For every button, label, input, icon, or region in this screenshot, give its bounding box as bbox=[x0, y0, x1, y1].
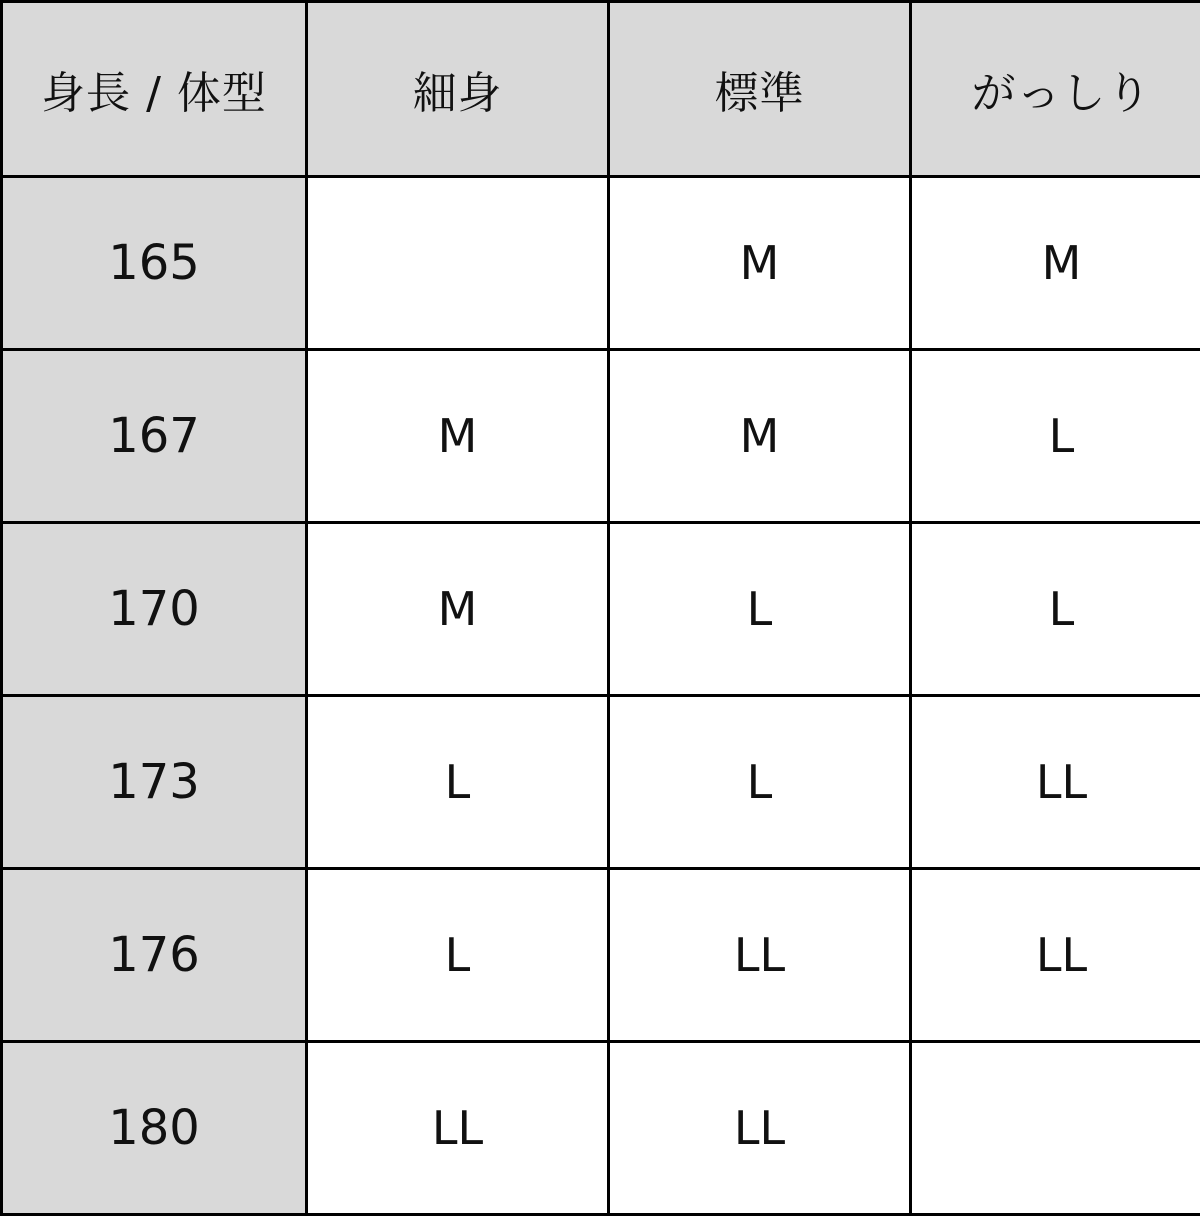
cell-size: L bbox=[609, 696, 911, 869]
cell-size: L bbox=[307, 869, 609, 1042]
cell-size: L bbox=[911, 523, 1200, 696]
cell-size: M bbox=[609, 177, 911, 350]
row-header-height: 173 bbox=[2, 696, 307, 869]
row-header-height: 165 bbox=[2, 177, 307, 350]
cell-size: M bbox=[307, 523, 609, 696]
table-row bbox=[2, 696, 1200, 869]
table-row bbox=[2, 350, 1200, 523]
cell-size: LL bbox=[911, 869, 1200, 1042]
row-header-height: 180 bbox=[2, 1042, 307, 1215]
cell-size: LL bbox=[609, 869, 911, 1042]
table-row bbox=[2, 523, 1200, 696]
row-header-height: 176 bbox=[2, 869, 307, 1042]
column-header-height-body-type: 身長 / 体型 bbox=[2, 2, 307, 177]
cell-size: L bbox=[307, 696, 609, 869]
cell-size: LL bbox=[307, 1042, 609, 1215]
table-header-row bbox=[2, 2, 1200, 177]
cell-size: LL bbox=[911, 696, 1200, 869]
table-body bbox=[2, 177, 1200, 1215]
cell-size: M bbox=[609, 350, 911, 523]
column-header-slim: 細身 bbox=[307, 2, 609, 177]
cell-size: M bbox=[307, 350, 609, 523]
row-header-height: 167 bbox=[2, 350, 307, 523]
table-row bbox=[2, 1042, 1200, 1215]
row-header-height: 170 bbox=[2, 523, 307, 696]
table-row bbox=[2, 177, 1200, 350]
column-header-standard: 標準 bbox=[609, 2, 911, 177]
cell-size bbox=[307, 177, 609, 350]
cell-size: LL bbox=[609, 1042, 911, 1215]
column-header-sturdy: がっしり bbox=[911, 2, 1200, 177]
cell-size: L bbox=[911, 350, 1200, 523]
table-header bbox=[2, 2, 1200, 177]
cell-size: M bbox=[911, 177, 1200, 350]
cell-size: L bbox=[609, 523, 911, 696]
cell-size bbox=[911, 1042, 1200, 1215]
table-row bbox=[2, 869, 1200, 1042]
